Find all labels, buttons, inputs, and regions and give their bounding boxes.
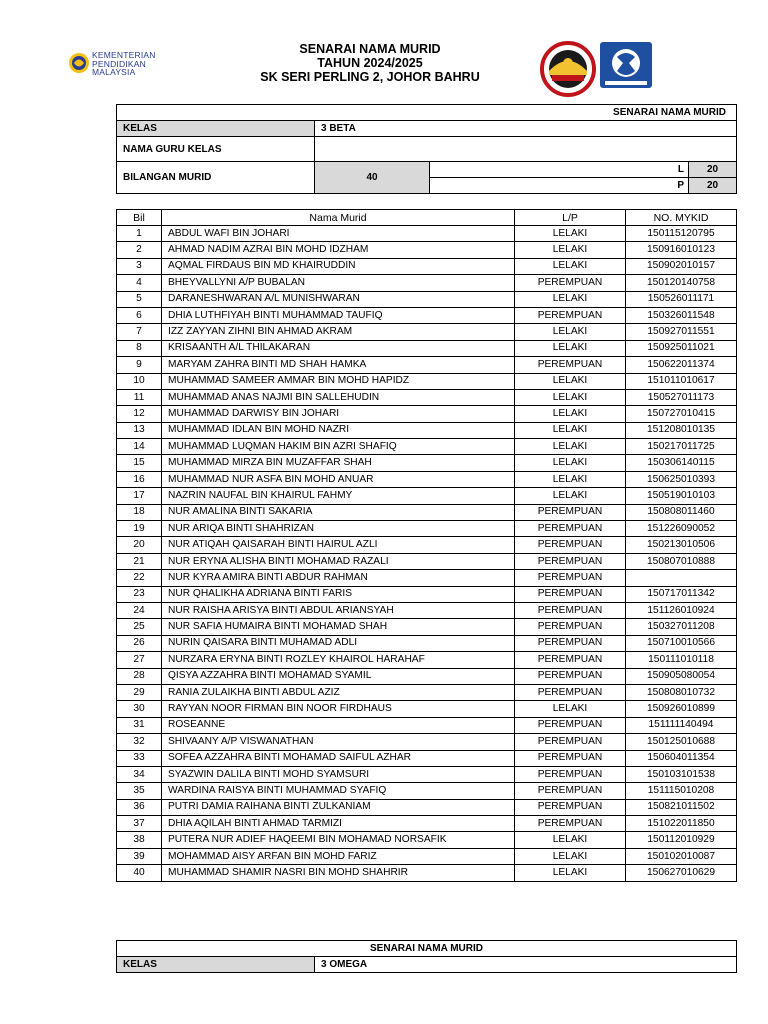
ministry-line2: PENDIDIKAN (92, 58, 146, 69)
student-name: SOFEA AZZAHRA BINTI MOHAMAD SAIFUL AZHAR (162, 750, 515, 766)
student-gender: LELAKI (515, 865, 626, 881)
student-name: MOHAMMAD AISY ARFAN BIN MOHD FARIZ (162, 848, 515, 864)
student-mykid: 150112010929 (626, 832, 737, 848)
col-mykid: NO. MYKID (626, 210, 737, 226)
guru-label: NAMA GURU KELAS (117, 137, 315, 162)
student-name: MUHAMMAD DARWISY BIN JOHARI (162, 406, 515, 422)
kelas-label: KELAS (117, 121, 315, 137)
title-line3: SK SERI PERLING 2, JOHOR BAHRU (260, 70, 480, 84)
student-bil: 27 (117, 652, 162, 668)
student-mykid: 150808011460 (626, 504, 737, 520)
student-bil: 22 (117, 570, 162, 586)
student-bil: 31 (117, 717, 162, 733)
student-gender: LELAKI (515, 242, 626, 258)
student-gender: PEREMPUAN (515, 521, 626, 537)
ministry-emblem-icon (68, 52, 90, 74)
student-bil: 30 (117, 701, 162, 717)
table-row (117, 750, 737, 766)
student-name: WARDINA RAISYA BINTI MUHAMMAD SYAFIQ (162, 783, 515, 799)
student-mykid: 150916010123 (626, 242, 737, 258)
student-mykid: 151115010208 (626, 783, 737, 799)
table-row (117, 537, 737, 553)
table-row (117, 865, 737, 881)
student-table-header (117, 210, 737, 226)
student-gender: PEREMPUAN (515, 357, 626, 373)
l-label: L (430, 162, 689, 178)
student-gender: PEREMPUAN (515, 750, 626, 766)
student-name: NUR ARIQA BINTI SHAHRIZAN (162, 521, 515, 537)
table-row (117, 652, 737, 668)
student-gender: LELAKI (515, 439, 626, 455)
student-mykid: 150125010688 (626, 734, 737, 750)
student-mykid: 150902010157 (626, 258, 737, 274)
table-row (117, 848, 737, 864)
l-value: 20 (689, 162, 737, 178)
guru-value (315, 137, 737, 162)
document-title (230, 42, 510, 84)
student-mykid: 150927011551 (626, 324, 737, 340)
student-bil: 18 (117, 504, 162, 520)
table-row (117, 553, 737, 569)
table-row (117, 275, 737, 291)
table-row (117, 406, 737, 422)
table-row (117, 373, 737, 389)
student-bil: 23 (117, 586, 162, 602)
student-bil: 11 (117, 389, 162, 405)
student-gender: PEREMPUAN (515, 816, 626, 832)
student-mykid: 150103101538 (626, 766, 737, 782)
student-bil: 14 (117, 439, 162, 455)
student-gender: PEREMPUAN (515, 783, 626, 799)
student-bil: 36 (117, 799, 162, 815)
student-name: NUR SAFIA HUMAIRA BINTI MOHAMAD SHAH (162, 619, 515, 635)
table-row (117, 357, 737, 373)
student-name: ABDUL WAFI BIN JOHARI (162, 226, 515, 242)
table-row (117, 242, 737, 258)
student-gender: LELAKI (515, 832, 626, 848)
table-row (117, 422, 737, 438)
student-bil: 16 (117, 471, 162, 487)
student-gender: PEREMPUAN (515, 553, 626, 569)
student-name: PUTERA NUR ADIEF HAQEEMI BIN MOHAMAD NORSAFIK (162, 832, 515, 848)
student-gender: PEREMPUAN (515, 504, 626, 520)
table-row (117, 291, 737, 307)
student-name: MUHAMMAD NUR ASFA BIN MOHD ANUAR (162, 471, 515, 487)
table-row (117, 439, 737, 455)
student-bil: 25 (117, 619, 162, 635)
student-gender: LELAKI (515, 701, 626, 717)
student-bil: 35 (117, 783, 162, 799)
title-line1: SENARAI NAMA MURID (299, 42, 441, 56)
student-gender: PEREMPUAN (515, 766, 626, 782)
student-name: NUR AMALINA BINTI SAKARIA (162, 504, 515, 520)
student-mykid: 150717011342 (626, 586, 737, 602)
student-mykid: 151022011850 (626, 816, 737, 832)
student-name: MUHAMMAD LUQMAN HAKIM BIN AZRI SHAFIQ (162, 439, 515, 455)
table-row (117, 717, 737, 733)
table-row (117, 602, 737, 618)
student-bil: 20 (117, 537, 162, 553)
student-mykid: 150710010566 (626, 635, 737, 651)
student-gender: LELAKI (515, 422, 626, 438)
ministry-line3: MALAYSIA (92, 67, 136, 77)
student-name: MUHAMMAD ANAS NAJMI BIN SALLEHUDIN (162, 389, 515, 405)
student-gender: PEREMPUAN (515, 684, 626, 700)
student-mykid: 150527011173 (626, 389, 737, 405)
student-mykid: 150526011171 (626, 291, 737, 307)
kelas2-label: KELAS (117, 957, 315, 973)
student-bil: 9 (117, 357, 162, 373)
student-bil: 13 (117, 422, 162, 438)
student-gender: LELAKI (515, 488, 626, 504)
student-gender: LELAKI (515, 226, 626, 242)
student-gender: PEREMPUAN (515, 717, 626, 733)
student-bil: 29 (117, 684, 162, 700)
student-bil: 21 (117, 553, 162, 569)
student-bil: 7 (117, 324, 162, 340)
student-bil: 19 (117, 521, 162, 537)
student-bil: 26 (117, 635, 162, 651)
student-mykid: 150327011208 (626, 619, 737, 635)
student-bil: 4 (117, 275, 162, 291)
table-row (117, 570, 737, 586)
info2-heading: SENARAI NAMA MURID (117, 941, 737, 957)
ministry-name (92, 51, 156, 77)
table-row (117, 504, 737, 520)
student-name: MARYAM ZAHRA BINTI MD SHAH HAMKA (162, 357, 515, 373)
student-name: NURZARA ERYNA BINTI ROZLEY KHAIROL HARAHAF (162, 652, 515, 668)
student-name: MUHAMMAD SHAMIR NASRI BIN MOHD SHAHRIR (162, 865, 515, 881)
ministry-logo (62, 38, 180, 94)
student-gender: LELAKI (515, 340, 626, 356)
title-line2: TAHUN 2024/2025 (317, 56, 423, 70)
student-gender: LELAKI (515, 324, 626, 340)
student-name: NURIN QAISARA BINTI MUHAMAD ADLI (162, 635, 515, 651)
student-gender: PEREMPUAN (515, 799, 626, 815)
student-mykid: 150306140115 (626, 455, 737, 471)
col-nama: Nama Murid (162, 210, 515, 226)
student-mykid: 150622011374 (626, 357, 737, 373)
table-row (117, 389, 737, 405)
student-name: BHEYVALLYNI A/P BUBALAN (162, 275, 515, 291)
student-mykid: 150808010732 (626, 684, 737, 700)
student-name: NAZRIN NAUFAL BIN KHAIRUL FAHMY (162, 488, 515, 504)
class-info-table (116, 104, 737, 194)
student-mykid: 150111010118 (626, 652, 737, 668)
table-row (117, 734, 737, 750)
student-bil: 34 (117, 766, 162, 782)
table-row (117, 832, 737, 848)
ministry-line1: KEMENTERIAN (92, 50, 156, 60)
student-name: KRISAANTH A/L THILAKARAN (162, 340, 515, 356)
student-gender: PEREMPUAN (515, 275, 626, 291)
student-mykid: 150326011548 (626, 307, 737, 323)
student-bil: 3 (117, 258, 162, 274)
student-bil: 2 (117, 242, 162, 258)
student-mykid: 150115120795 (626, 226, 737, 242)
student-name: NUR KYRA AMIRA BINTI ABDUR RAHMAN (162, 570, 515, 586)
student-gender: LELAKI (515, 848, 626, 864)
p-value: 20 (689, 178, 737, 194)
school-crest-icon (540, 41, 596, 97)
table-row (117, 766, 737, 782)
student-mykid: 151011010617 (626, 373, 737, 389)
student-mykid: 150604011354 (626, 750, 737, 766)
student-mykid: 150120140758 (626, 275, 737, 291)
bilangan-value: 40 (315, 162, 430, 194)
student-bil: 38 (117, 832, 162, 848)
student-mykid: 151226090052 (626, 521, 737, 537)
student-bil: 32 (117, 734, 162, 750)
student-name: DHIA LUTHFIYAH BINTI MUHAMMAD TAUFIQ (162, 307, 515, 323)
student-name: NUR ATIQAH QAISARAH BINTI HAIRUL AZLI (162, 537, 515, 553)
p-label: P (430, 178, 689, 194)
table-row (117, 816, 737, 832)
student-gender: LELAKI (515, 373, 626, 389)
student-gender: LELAKI (515, 455, 626, 471)
table-row (117, 226, 737, 242)
student-bil: 28 (117, 668, 162, 684)
student-mykid: 150627010629 (626, 865, 737, 881)
class-info-table-2 (116, 940, 737, 973)
student-name: NUR ERYNA ALISHA BINTI MOHAMAD RAZALI (162, 553, 515, 569)
table-row (117, 619, 737, 635)
table-row (117, 455, 737, 471)
student-gender: PEREMPUAN (515, 619, 626, 635)
student-name: RAYYAN NOOR FIRMAN BIN NOOR FIRDHAUS (162, 701, 515, 717)
student-mykid: 150102010087 (626, 848, 737, 864)
student-bil: 1 (117, 226, 162, 242)
table-row (117, 701, 737, 717)
student-name: IZZ ZAYYAN ZIHNI BIN AHMAD AKRAM (162, 324, 515, 340)
student-mykid: 150926010899 (626, 701, 737, 717)
table-row (117, 668, 737, 684)
student-mykid: 150807010888 (626, 553, 737, 569)
table-row (117, 471, 737, 487)
student-mykid: 151126010924 (626, 602, 737, 618)
kelas-value: 3 BETA (315, 121, 737, 137)
student-gender: PEREMPUAN (515, 602, 626, 618)
student-gender: LELAKI (515, 471, 626, 487)
student-name: SYAZWIN DALILA BINTI MOHD SYAMSURI (162, 766, 515, 782)
student-gender: PEREMPUAN (515, 635, 626, 651)
student-bil: 5 (117, 291, 162, 307)
table-row (117, 324, 737, 340)
student-mykid: 150217011725 (626, 439, 737, 455)
table-row (117, 258, 737, 274)
student-gender: LELAKI (515, 258, 626, 274)
student-bil: 33 (117, 750, 162, 766)
student-bil: 10 (117, 373, 162, 389)
bilangan-label: BILANGAN MURID (117, 162, 315, 194)
kelas2-value: 3 OMEGA (315, 957, 737, 973)
ss-badge-icon (599, 41, 653, 89)
col-bil: Bil (117, 210, 162, 226)
student-bil: 17 (117, 488, 162, 504)
table-row (117, 307, 737, 323)
table-row (117, 488, 737, 504)
student-table (116, 209, 737, 882)
student-gender: LELAKI (515, 389, 626, 405)
student-mykid: 150519010103 (626, 488, 737, 504)
student-mykid: 150925011021 (626, 340, 737, 356)
student-name: MUHAMMAD SAMEER AMMAR BIN MOHD HAPIDZ (162, 373, 515, 389)
student-bil: 40 (117, 865, 162, 881)
student-mykid: 150727010415 (626, 406, 737, 422)
student-gender: PEREMPUAN (515, 586, 626, 602)
student-name: MUHAMMAD MIRZA BIN MUZAFFAR SHAH (162, 455, 515, 471)
student-bil: 12 (117, 406, 162, 422)
table-row (117, 684, 737, 700)
student-mykid: 150625010393 (626, 471, 737, 487)
student-mykid: 151111140494 (626, 717, 737, 733)
student-mykid: 150905080054 (626, 668, 737, 684)
student-gender: PEREMPUAN (515, 734, 626, 750)
table-row (117, 783, 737, 799)
student-gender: PEREMPUAN (515, 652, 626, 668)
student-name: AHMAD NADIM AZRAI BIN MOHD IDZHAM (162, 242, 515, 258)
student-name: PUTRI DAMIA RAIHANA BINTI ZULKANIAM (162, 799, 515, 815)
student-gender: PEREMPUAN (515, 668, 626, 684)
table-row (117, 635, 737, 651)
student-gender: PEREMPUAN (515, 570, 626, 586)
student-name: RANIA ZULAIKHA BINTI ABDUL AZIZ (162, 684, 515, 700)
student-gender: LELAKI (515, 291, 626, 307)
student-mykid: 151208010135 (626, 422, 737, 438)
student-name: NUR QHALIKHA ADRIANA BINTI FARIS (162, 586, 515, 602)
table-row (117, 521, 737, 537)
student-gender: PEREMPUAN (515, 307, 626, 323)
student-bil: 24 (117, 602, 162, 618)
table-row (117, 586, 737, 602)
student-gender: LELAKI (515, 406, 626, 422)
student-bil: 39 (117, 848, 162, 864)
student-mykid: 150213010506 (626, 537, 737, 553)
student-name: MUHAMMAD IDLAN BIN MOHD NAZRI (162, 422, 515, 438)
student-name: SHIVAANY A/P VISWANATHAN (162, 734, 515, 750)
student-mykid (626, 570, 737, 586)
student-gender: PEREMPUAN (515, 537, 626, 553)
student-bil: 37 (117, 816, 162, 832)
student-name: AQMAL FIRDAUS BIN MD KHAIRUDDIN (162, 258, 515, 274)
info-heading: SENARAI NAMA MURID (117, 105, 737, 121)
student-name: DARANESHWARAN A/L MUNISHWARAN (162, 291, 515, 307)
student-bil: 6 (117, 307, 162, 323)
student-name: DHIA AQILAH BINTI AHMAD TARMIZI (162, 816, 515, 832)
student-name: QISYA AZZAHRA BINTI MOHAMAD SYAMIL (162, 668, 515, 684)
col-lp: L/P (515, 210, 626, 226)
student-bil: 15 (117, 455, 162, 471)
table-row (117, 799, 737, 815)
student-name: ROSEANNE (162, 717, 515, 733)
student-bil: 8 (117, 340, 162, 356)
table-row (117, 340, 737, 356)
student-name: NUR RAISHA ARISYA BINTI ABDUL ARIANSYAH (162, 602, 515, 618)
student-mykid: 150821011502 (626, 799, 737, 815)
